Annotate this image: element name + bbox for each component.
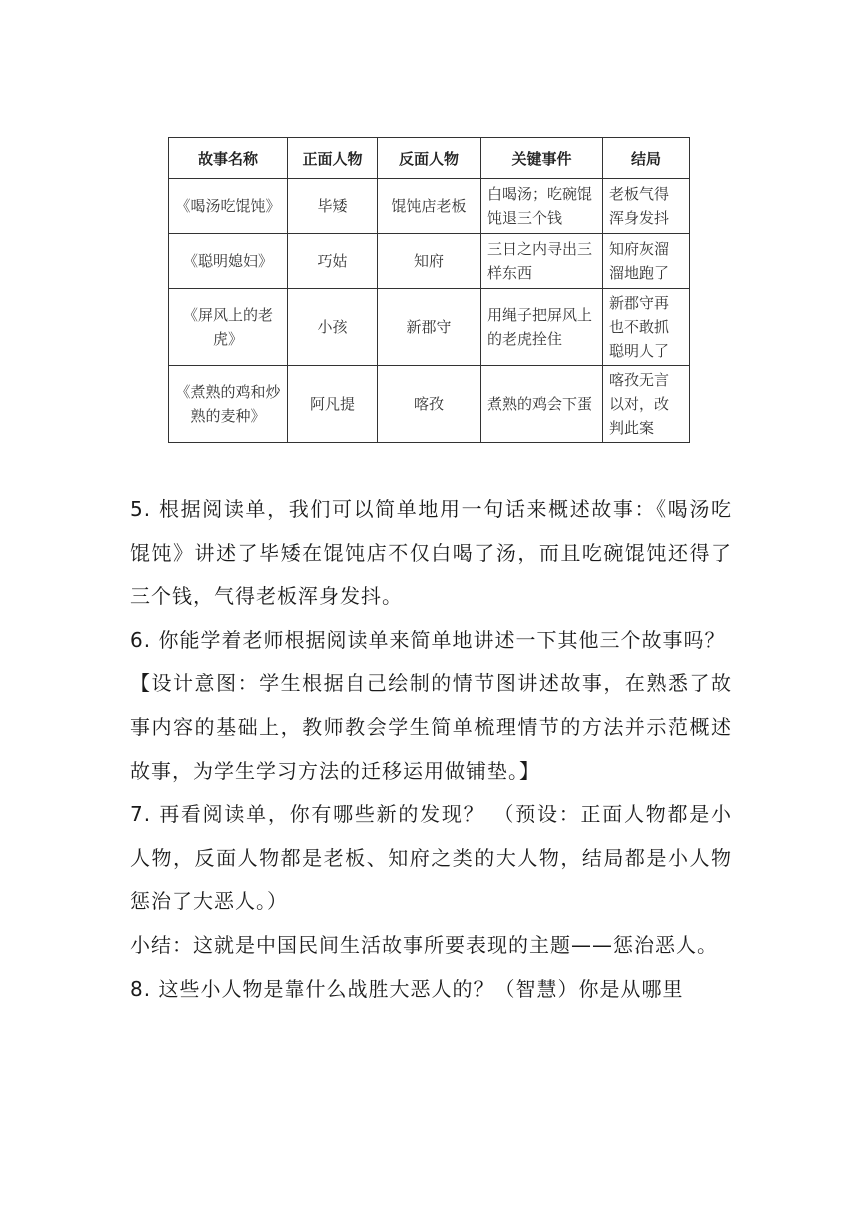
table-row (169, 366, 690, 443)
header-negative-character: 反面人物 (378, 138, 481, 179)
positive-character-cell: 小孩 (288, 289, 378, 366)
key-event-cell: 白喝汤；吃碗馄饨退三个钱 (481, 179, 603, 234)
positive-character-cell: 巧姑 (288, 234, 378, 289)
story-name-cell: 《煮熟的鸡和炒熟的麦种》 (169, 366, 288, 443)
ending-cell: 老板气得浑身发抖 (603, 179, 690, 234)
paragraph-item-6: 6. 你能学着老师根据阅读单来简单地讲述一下其他三个故事吗？ (130, 627, 726, 652)
ending-cell: 喀孜无言以对，改判此案 (603, 366, 690, 443)
design-intent-paragraph: 【设计意图：学生根据自己绘制的情节图讲述故事，在熟悉了故事内容的基础上，教师教会学生简单梳理情节的方法并示范概述故事，为学生学习方法的迁移运用做铺垫。】 (130, 671, 732, 783)
paragraph-item-5: 5. 根据阅读单，我们可以简单地用一句话来概述故事：《喝汤吃馄饨》讲述了毕矮在馄饨店不仅白喝了汤，而且吃碗馄饨还得了三个钱，气得老板浑身发抖。 (130, 497, 732, 609)
negative-character-cell: 喀孜 (378, 366, 481, 443)
table-row (169, 179, 690, 234)
positive-character-cell: 毕矮 (288, 179, 378, 234)
header-story-name: 故事名称 (169, 138, 288, 179)
summary-paragraph: 小结：这就是中国民间生活故事所要表现的主题——惩治恶人。 (130, 932, 718, 957)
table-row (169, 289, 690, 366)
story-name-cell: 《聪明媳妇》 (169, 234, 288, 289)
lesson-body-text (130, 488, 732, 1011)
paragraph-item-8: 8. 这些小人物是靠什么战胜大恶人的？（智慧）你是从哪里 (130, 976, 684, 1001)
table-row (169, 234, 690, 289)
story-name-cell: 《屏风上的老虎》 (169, 289, 288, 366)
positive-character-cell: 阿凡提 (288, 366, 378, 443)
header-key-event: 关键事件 (481, 138, 603, 179)
negative-character-cell: 新郡守 (378, 289, 481, 366)
ending-cell: 新郡守再也不敢抓聪明人了 (603, 289, 690, 366)
story-name-cell: 《喝汤吃馄饨》 (169, 179, 288, 234)
reading-sheet-table (168, 137, 690, 443)
negative-character-cell: 馄饨店老板 (378, 179, 481, 234)
ending-cell: 知府灰溜溜地跑了 (603, 234, 690, 289)
key-event-cell: 用绳子把屏风上的老虎拴住 (481, 289, 603, 366)
table-header-row (169, 138, 690, 179)
header-ending: 结局 (603, 138, 690, 179)
paragraph-item-7: 7. 再看阅读单，你有哪些新的发现？ （预设：正面人物都是小人物，反面人物都是老板、知府之类的大人物，结局都是小人物惩治了大恶人。） (130, 802, 732, 914)
negative-character-cell: 知府 (378, 234, 481, 289)
header-positive-character: 正面人物 (288, 138, 378, 179)
key-event-cell: 三日之内寻出三样东西 (481, 234, 603, 289)
key-event-cell: 煮熟的鸡会下蛋 (481, 366, 603, 443)
